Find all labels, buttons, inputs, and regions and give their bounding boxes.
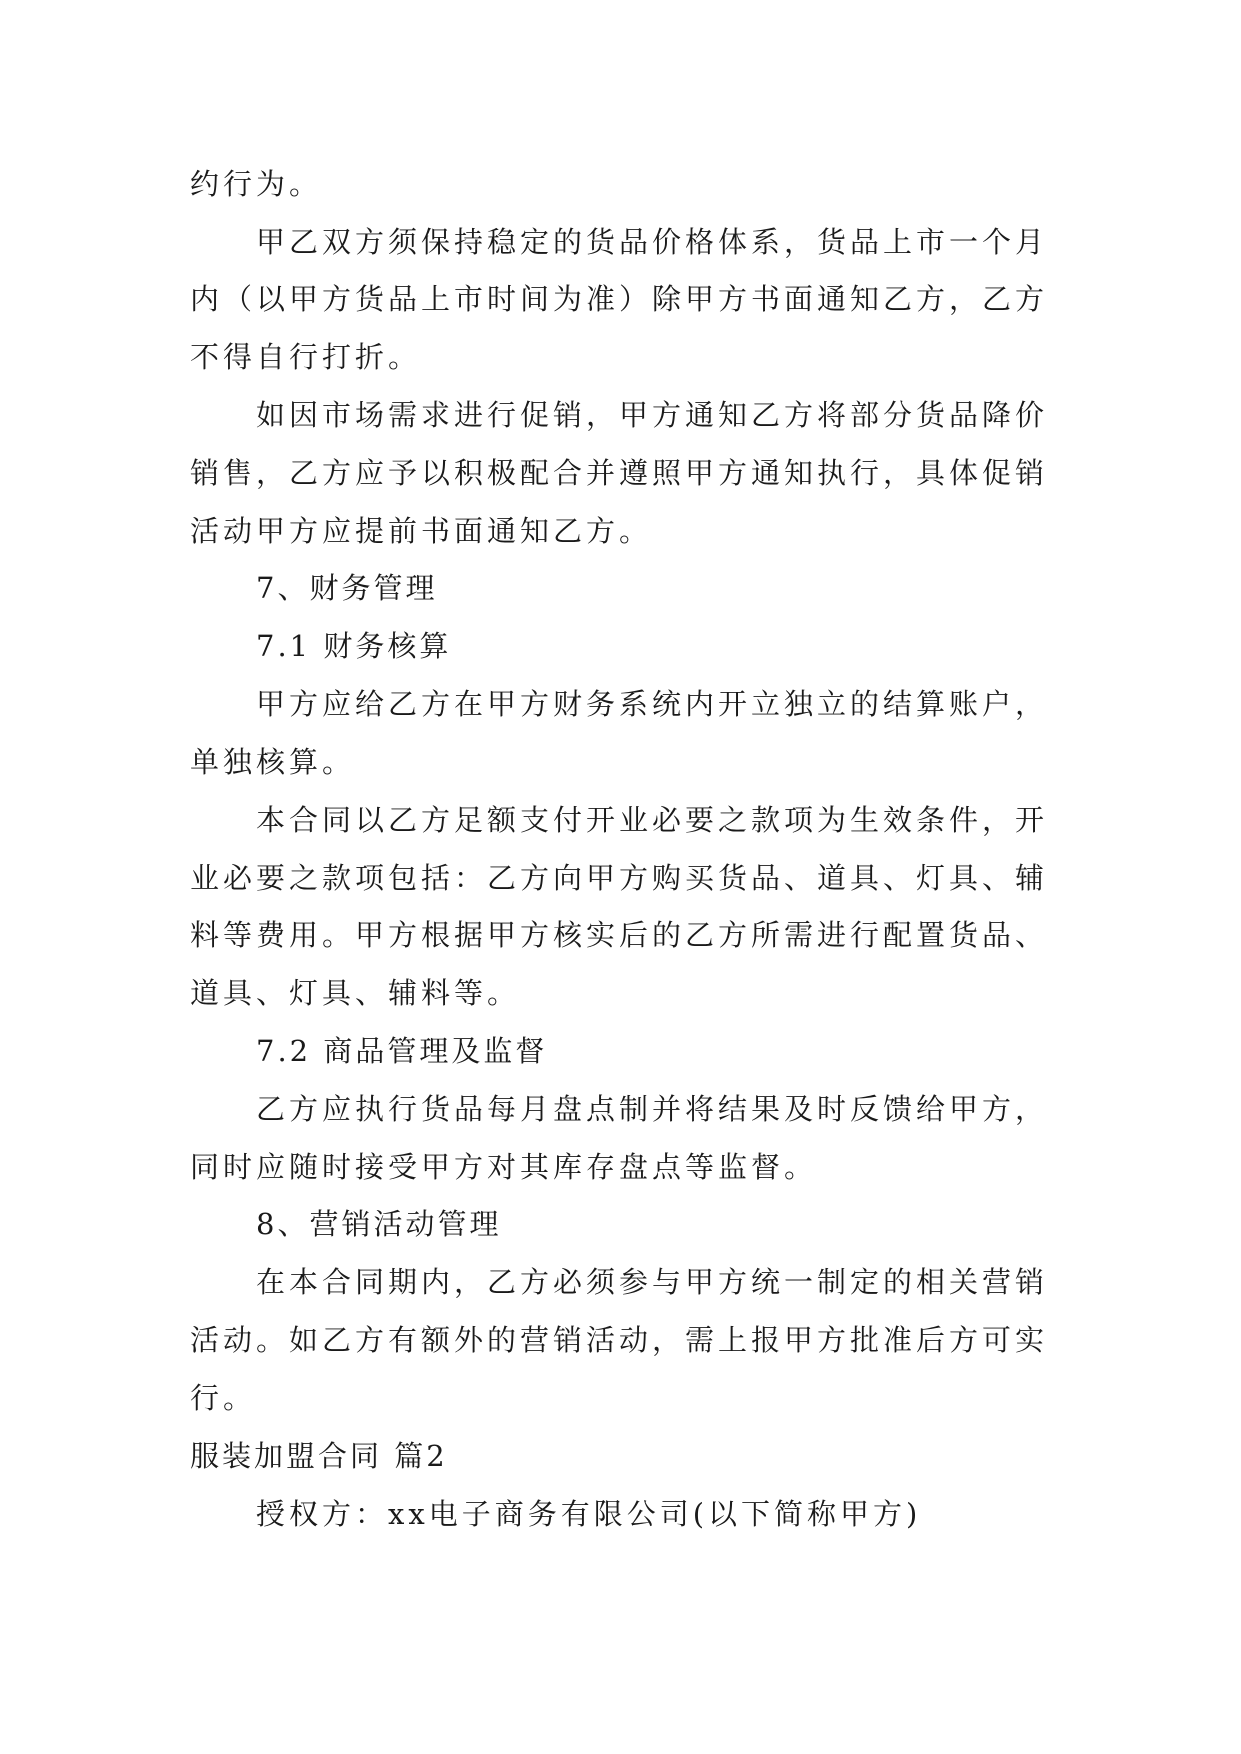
paragraph-line: 如因市场需求进行促销，甲方通知乙方将部分货品降价 (256, 398, 1049, 432)
text-line: 道具、灯具、辅料等。 (190, 976, 521, 1010)
text-line: 同时应随时接受甲方对其库存盘点等监督。 (190, 1150, 818, 1184)
text-line: 销售，乙方应予以积极配合并遵照甲方通知执行，具体促销 (190, 456, 1049, 490)
paragraph-line: 乙方应执行货品每月盘点制并将结果及时反馈给甲方， (256, 1092, 1049, 1126)
section-heading: 7、财务管理 (256, 571, 438, 605)
text-line: 内（以甲方货品上市时间为准）除甲方书面通知乙方，乙方 (190, 282, 1049, 316)
paragraph-line: 甲乙双方须保持稳定的货品价格体系，货品上市一个月 (256, 225, 1049, 259)
paragraph-line: 甲方应给乙方在甲方财务系统内开立独立的结算账户， (256, 687, 1049, 721)
text-line: 料等费用。甲方根据甲方核实后的乙方所需进行配置货品、 (190, 918, 1049, 952)
text-line: 活动。如乙方有额外的营销活动，需上报甲方批准后方可实 (190, 1323, 1049, 1357)
document-title: 服装加盟合同 篇2 (190, 1439, 448, 1473)
paragraph-line: 在本合同期内，乙方必须参与甲方统一制定的相关营销 (256, 1265, 1049, 1299)
paragraph-line: 本合同以乙方足额支付开业必要之款项为生效条件，开 (256, 803, 1049, 837)
text-line: 活动甲方应提前书面通知乙方。 (190, 514, 653, 548)
text-line: 行。 (190, 1381, 257, 1415)
text-line: 不得自行打折。 (190, 340, 422, 374)
text-line: 约行为。 (190, 167, 323, 201)
text-line: 单独核算。 (190, 745, 356, 779)
subsection-heading: 7.2 商品管理及监督 (256, 1034, 548, 1068)
section-heading: 8、营销活动管理 (256, 1207, 502, 1241)
text-line: 业必要之款项包括：乙方向甲方购买货品、道具、灯具、辅 (190, 861, 1049, 895)
paragraph-line: 授权方：xx电子商务有限公司(以下简称甲方) (256, 1497, 922, 1531)
subsection-heading: 7.1 财务核算 (256, 629, 452, 663)
